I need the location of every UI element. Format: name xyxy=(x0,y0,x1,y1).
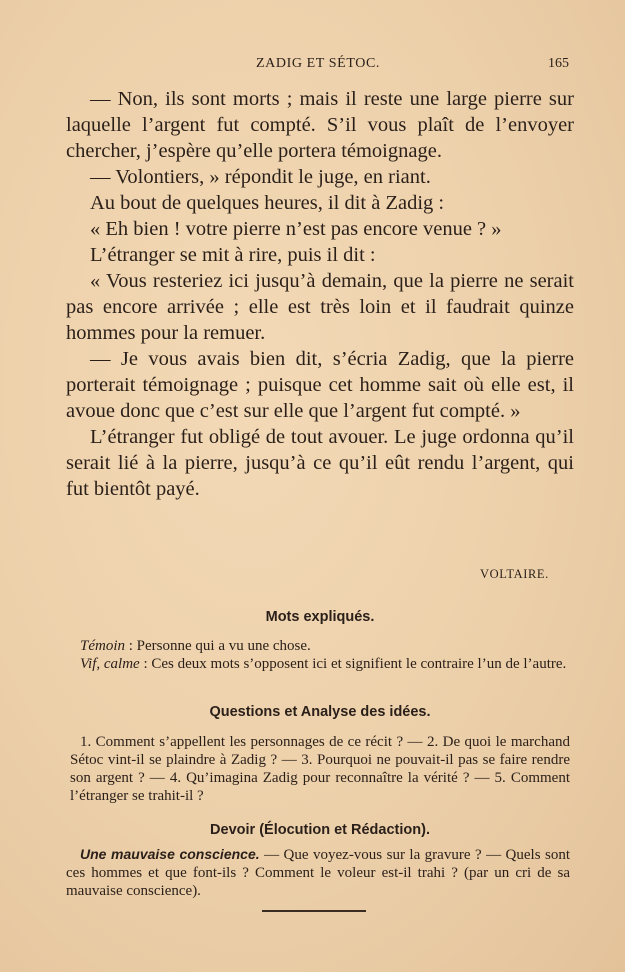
definition-temoin xyxy=(80,637,570,655)
devoir-lead: Une mauvaise conscience. xyxy=(80,846,260,862)
definition-text: : Ces deux mots s’opposent ici et signifient le contraire l’un de l’autre. xyxy=(139,656,567,672)
mots-expliques-heading: Mots expliqués. xyxy=(265,609,375,625)
story-passage xyxy=(66,86,574,502)
questions-paragraph: 1. Comment s’appellent les personnages de ce récit ? — 2. De quoi le marchand Sétoc vint-il se plaindre à Zadig ? — 3. Pourquoi ne pouvait-il pas se faire rendre son argent ? — 4. Qu’imagina Zadig pour reconnaître la vérité ? — 5. Comment l’étranger se trahit-il ? xyxy=(70,734,570,804)
definition-term: Vif, calme xyxy=(80,656,140,672)
devoir-heading: Devoir (Élocution et Rédaction). xyxy=(210,822,430,838)
word-definitions xyxy=(80,637,570,673)
paragraph: — Non, ils sont morts ; mais il reste une large pierre sur laquelle l’argent fut compté. S’il vous plaît de l’envoyer chercher, j’espère qu’elle portera témoignage. xyxy=(66,88,574,162)
questions-heading: Questions et Analyse des idées. xyxy=(209,704,431,720)
paragraph: « Eh bien ! votre pierre n’est pas encore venue ? » xyxy=(90,218,502,240)
paragraph: — Je vous avais bien dit, s’écria Zadig, que la pierre porterait témoignage ; puisque cet homme sait où elle est, il avoue donc que c’est sur elle que l’argent fut compté. » xyxy=(66,348,574,422)
paragraph: L’étranger fut obligé de tout avouer. Le juge ordonna qu’il serait lié à la pierre, jusqu’à ce qu’il eût rendu l’argent, qui fut bientôt payé. xyxy=(66,426,574,500)
running-head xyxy=(0,56,625,76)
definition-vif-calme xyxy=(80,655,570,673)
paragraph: — Volontiers, » répondit le juge, en riant. xyxy=(90,166,431,188)
paragraph: « Vous resteriez ici jusqu’à demain, que la pierre ne serait pas encore arrivée ; elle est très loin et il faudrait quinze hommes pour la remuer. xyxy=(66,270,574,344)
paragraph: L’étranger se mit à rire, puis il dit : xyxy=(90,244,376,266)
devoir-text xyxy=(66,845,570,900)
questions-text xyxy=(70,733,570,805)
closing-rule xyxy=(262,910,366,912)
running-title: ZADIG ET SÉTOC. xyxy=(256,56,380,71)
paragraph: Au bout de quelques heures, il dit à Zadig : xyxy=(90,192,445,214)
author-signature: VOLTAIRE. xyxy=(480,567,549,581)
devoir-paragraph xyxy=(66,845,570,900)
devoir-body: — Que voyez-vous sur la gravure ? — Quels sont ces hommes et que font-ils ? Comment le voleur est-il trahi ? (par un cri de sa mauvaise conscience). xyxy=(66,847,570,899)
page-number: 165 xyxy=(548,56,569,71)
definition-text: : Personne qui a vu une chose. xyxy=(125,638,311,654)
definition-term: Témoin xyxy=(80,638,125,654)
